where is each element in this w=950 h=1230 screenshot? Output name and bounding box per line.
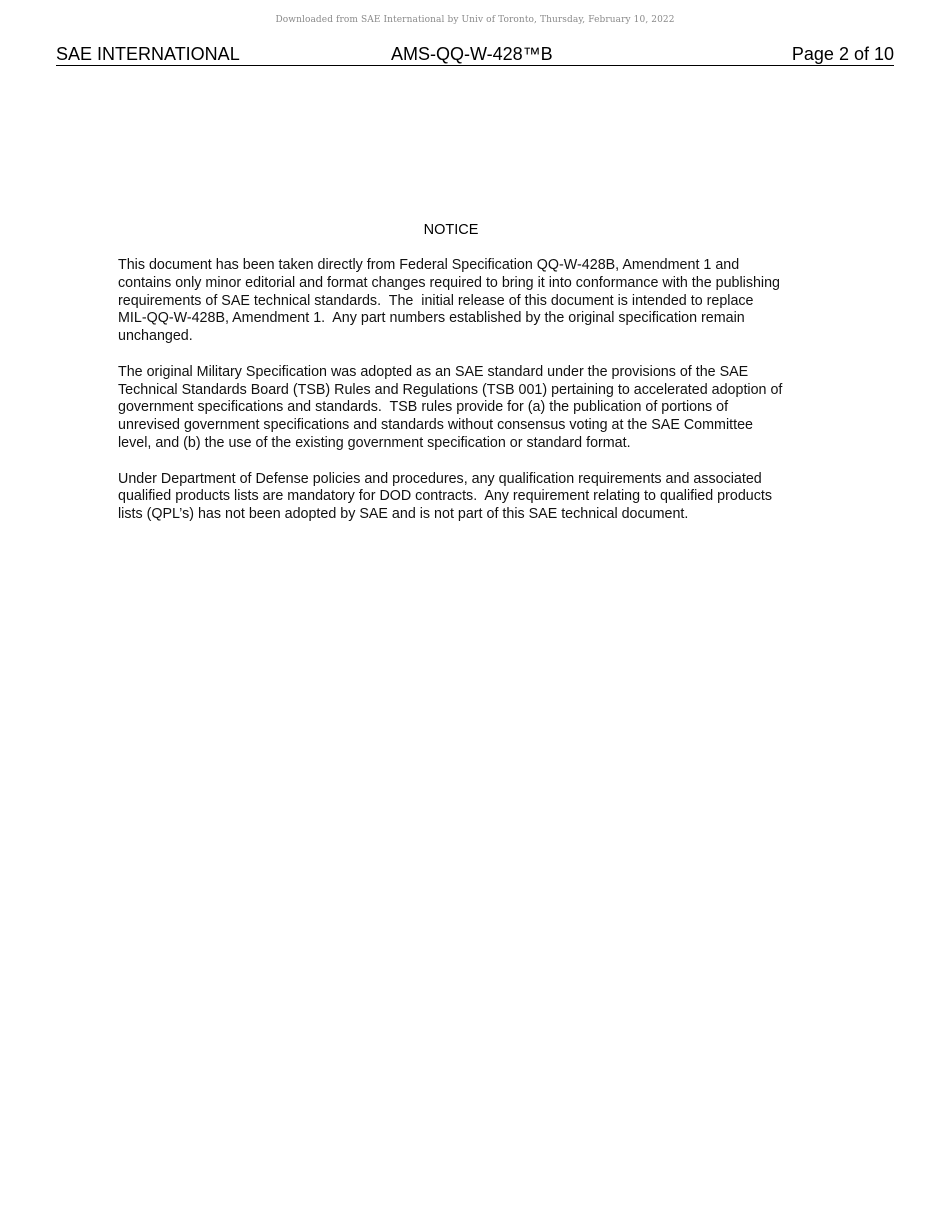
header-page-number: Page 2 of 10	[791, 44, 894, 64]
notice-body	[118, 257, 786, 542]
notice-paragraph-1: This document has been taken directly from Federal Specification QQ-W-428B, Amendment 1 and contains only minor editorial and format changes required to bring it into conformance with the publishing requirements of SAE technical standards. The initial release of this document is intended to replace MIL-QQ-W-428B, Amendment 1. Any part numbers established by the original specification remain unchanged.	[118, 257, 784, 345]
download-watermark: Downloaded from SAE International by Univ of Toronto, Thursday, February 10, 2022	[275, 15, 675, 25]
header-organization: SAE INTERNATIONAL	[56, 44, 240, 64]
notice-title: NOTICE	[423, 222, 479, 238]
header-document-id: AMS-QQ-W-428™B	[391, 44, 553, 64]
page-header	[56, 43, 894, 66]
notice-paragraph-3: Under Department of Defense policies and procedures, any qualification requirements and associated qualified products lists are mandatory for DOD contracts. Any requirement relating to qualified products lists (QPL’s) has not been adopted by SAE and is not part of this SAE technical document.	[118, 470, 776, 523]
notice-paragraph-2: The original Military Specification was adopted as an SAE standard under the provisions of the SAE Technical Standards Board (TSB) Rules and Regulations (TSB 001) pertaining to accelerated adoption of government specifications and standards. TSB rules provide for (a) the publication of portions of unrevised government specifications and standards without consensus voting at the SAE Committee level, and (b) the use of the existing government specification or standard format.	[118, 363, 787, 451]
